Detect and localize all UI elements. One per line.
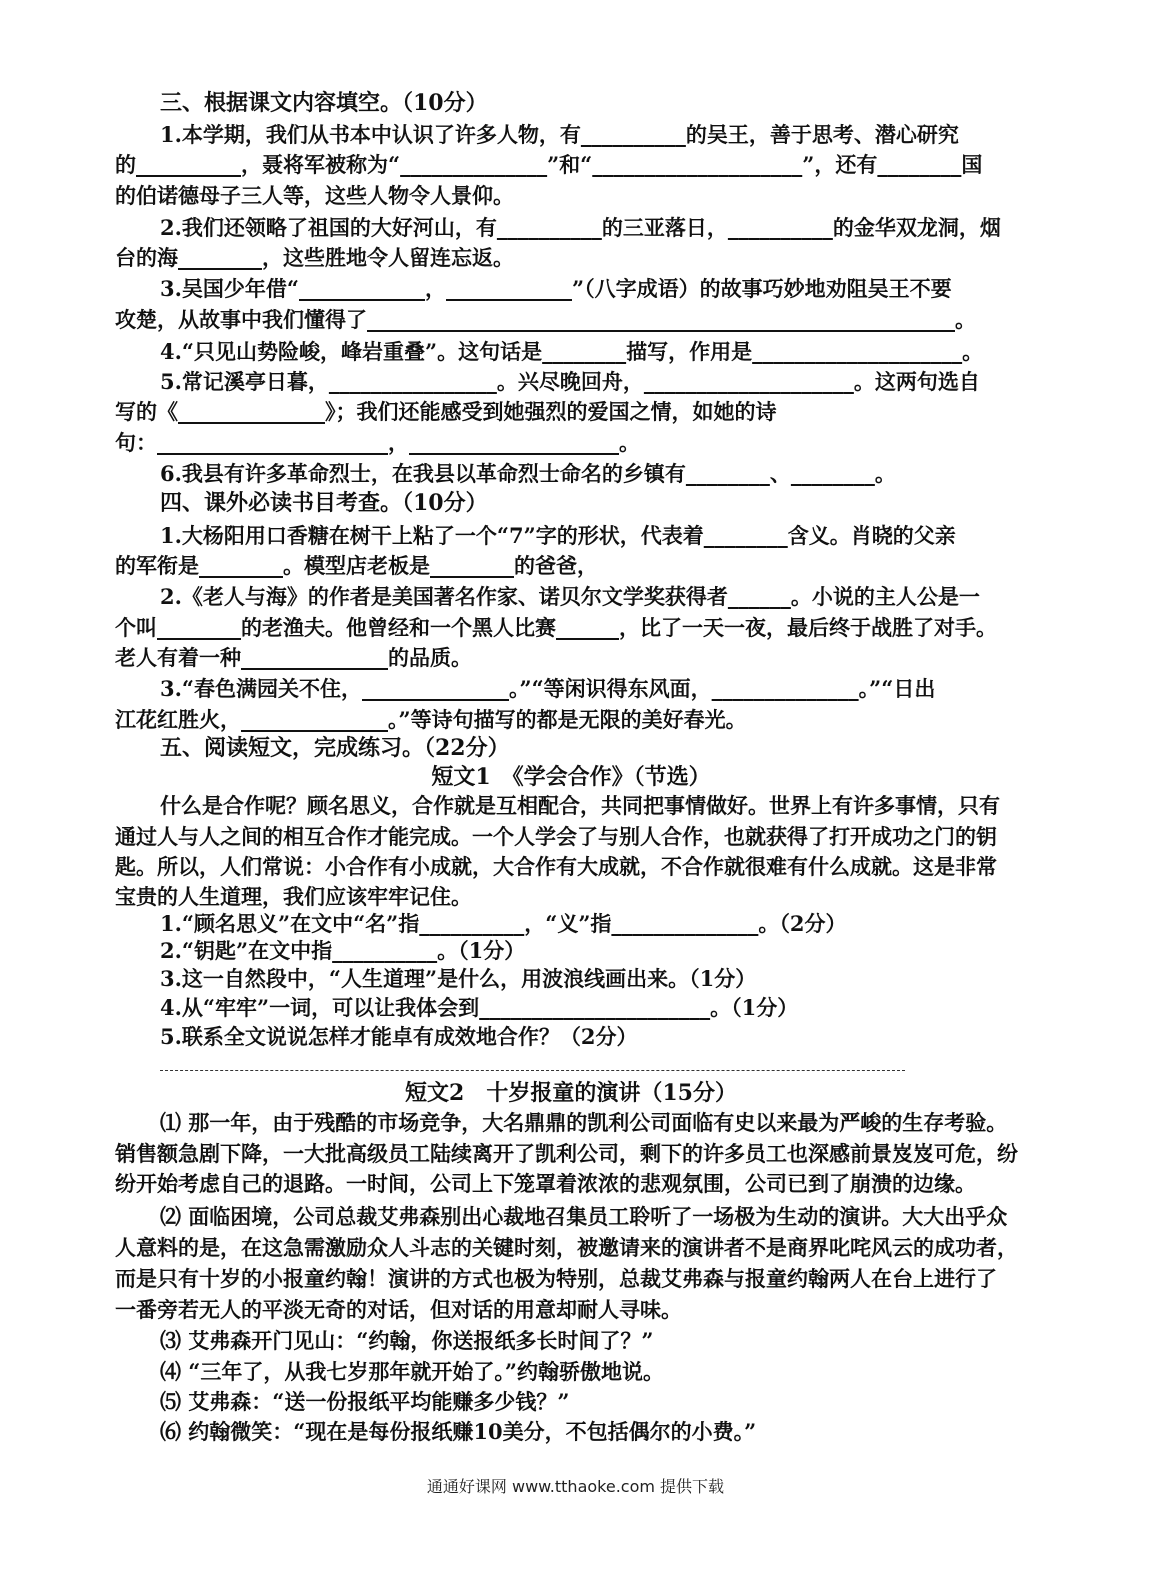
section4-line: 3.“春色满园关不住，______________。”“等闲识得东风面，______________。”“日出 (160, 676, 936, 701)
passage2-line: 而是只有十岁的小报童约翰！演讲的方式也极为特别，总裁艾弗森与报童约翰两人在台上进行了 (115, 1266, 997, 1291)
passage1-title: 短文1 《学会合作》（节选） (431, 764, 711, 790)
passage2-line: ⑷ “三年了，从我七岁那年就开始了。”约翰骄傲地说。 (160, 1359, 664, 1384)
passage2-line: 纷开始考虑自己的退路。一时间，公司上下笼罩着浓浓的悲观氛围，公司已到了崩溃的边缘。 (115, 1171, 976, 1196)
section3-line: 4.“只见山势险峻，峰岩重叠”。这句话是________描写，作用是____________________。 (160, 339, 984, 364)
section4-line: 老人有着一种______________的品质。 (115, 645, 472, 670)
question5: 5.联系全文说说怎样才能卓有成效地合作？（2分） (160, 1024, 638, 1049)
section3-line: 5.常记溪亭日暮，________________。兴尽晚回舟，____________________。这两句选自 (160, 369, 980, 394)
passage1-line: 匙。所以，人们常说：小合作有小成就，大合作有大成就，不合作就很难有什么成就。这是非常 (115, 854, 997, 879)
passage2-line: ⑴ 那一年，由于残酷的市场竞争，大名鼎鼎的凯利公司面临有史以来最为严峻的生存考验。 (160, 1110, 1008, 1135)
section3-line: 2.我们还领略了祖国的大好河山，有__________的三亚落日，__________的金华双龙洞，烟 (160, 215, 1001, 240)
section3-line: 句：______________________，____________________。 (115, 430, 640, 455)
section3-line: 台的海________，这些胜地令人留连忘返。 (115, 245, 514, 270)
answer-line (160, 1070, 905, 1071)
footer-credit: 通通好课网 www.tthaoke.com 提供下载 (426, 1477, 725, 1496)
section4-line: 个叫________的老渔夫。他曾经和一个黑人比赛______，比了一天一夜，最后终于战胜了对手。 (115, 615, 997, 640)
question1: 1.“顾名思义”在文中“名”指__________，“义”指______________。（2分） (160, 911, 847, 936)
passage2-line: 销售额急剧下降，一大批高级员工陆续离开了凯利公司，剩下的许多员工也深感前景岌岌可危，纷 (115, 1141, 1018, 1166)
passage2-line: 人意料的是，在这急需激励众人斗志的关键时刻，被邀请来的演讲者不是商界叱咤风云的成功者， (115, 1235, 1018, 1260)
question2: 2.“钥匙”在文中指__________。（1分） (160, 938, 526, 963)
section3-line: 1.本学期，我们从书本中认识了许多人物，有__________的吴王，善于思考、潜心研究 (160, 122, 959, 147)
passage1-line: 宝贵的人生道理，我们应该牢牢记住。 (115, 884, 472, 909)
section4-line: 江花红胜火，______________。”等诗句描写的都是无限的美好春光。 (115, 707, 747, 732)
passage1-line: 什么是合作呢？顾名思义，合作就是互相配合，共同把事情做好。世界上有许多事情，只有 (160, 793, 1000, 818)
section4-line: 的军衔是________。模型店老板是________的爸爸， (115, 553, 598, 578)
passage2-line: ⑸ 艾弗森：“送一份报纸平均能赚多少钱？” (160, 1389, 570, 1414)
section5-heading: 五、阅读短文，完成练习。（22分） (160, 735, 510, 761)
section4-line: 2.《老人与海》的作者是美国著名作家、诺贝尔文学奖获得者______。小说的主人公是一 (160, 584, 980, 609)
passage1-line: 通过人与人之间的相互合作才能完成。一个人学会了与别人合作，也就获得了打开成功之门的钥 (115, 824, 997, 849)
section4-heading: 四、课外必读书目考查。（10分） (160, 490, 488, 516)
passage2-line: 一番旁若无人的平淡无奇的对话，但对话的用意却耐人寻味。 (115, 1297, 682, 1322)
section3-line: 的伯诺德母子三人等，这些人物令人景仰。 (115, 183, 514, 208)
question4: 4.从“牢牢”一词，可以让我体会到______________________。（1分） (160, 995, 799, 1020)
passage2-line: ⑶ 艾弗森开门见山：“约翰，你送报纸多长时间了？” (160, 1328, 654, 1353)
section3-heading: 三、根据课文内容填空。（10分） (160, 90, 488, 116)
passage2-line: ⑹ 约翰微笑：“现在是每份报纸赚10美分，不包括偶尔的小费。” (160, 1419, 757, 1444)
section3-line: 3.吴国少年借“____________，____________”（八字成语）的故事巧妙地劝阻吴王不要 (160, 276, 952, 301)
section3-line: 6.我县有许多革命烈士，在我县以革命烈士命名的乡镇有________、________。 (160, 461, 896, 486)
section3-line: 写的《______________》；我们还能感受到她强烈的爱国之情，如她的诗 (115, 399, 777, 424)
section3-line: 攻楚，从故事中我们懂得了________________________________________________________。 (115, 307, 976, 332)
question3: 3.这一自然段中，“人生道理”是什么，用波浪线画出来。（1分） (160, 966, 757, 991)
passage2-line: ⑵ 面临困境，公司总裁艾弗森别出心裁地召集员工聆听了一场极为生动的演讲。大大出乎众 (160, 1204, 1008, 1229)
section3-line: 的__________，聂将军被称为“______________”和“____________________”，还有________国 (115, 152, 983, 177)
section4-line: 1.大杨阳用口香糖在树干上粘了一个“7”字的形状，代表着________含义。肖晓的父亲 (160, 523, 956, 548)
passage2-title: 短文2 十岁报童的演讲（15分） (405, 1080, 737, 1106)
